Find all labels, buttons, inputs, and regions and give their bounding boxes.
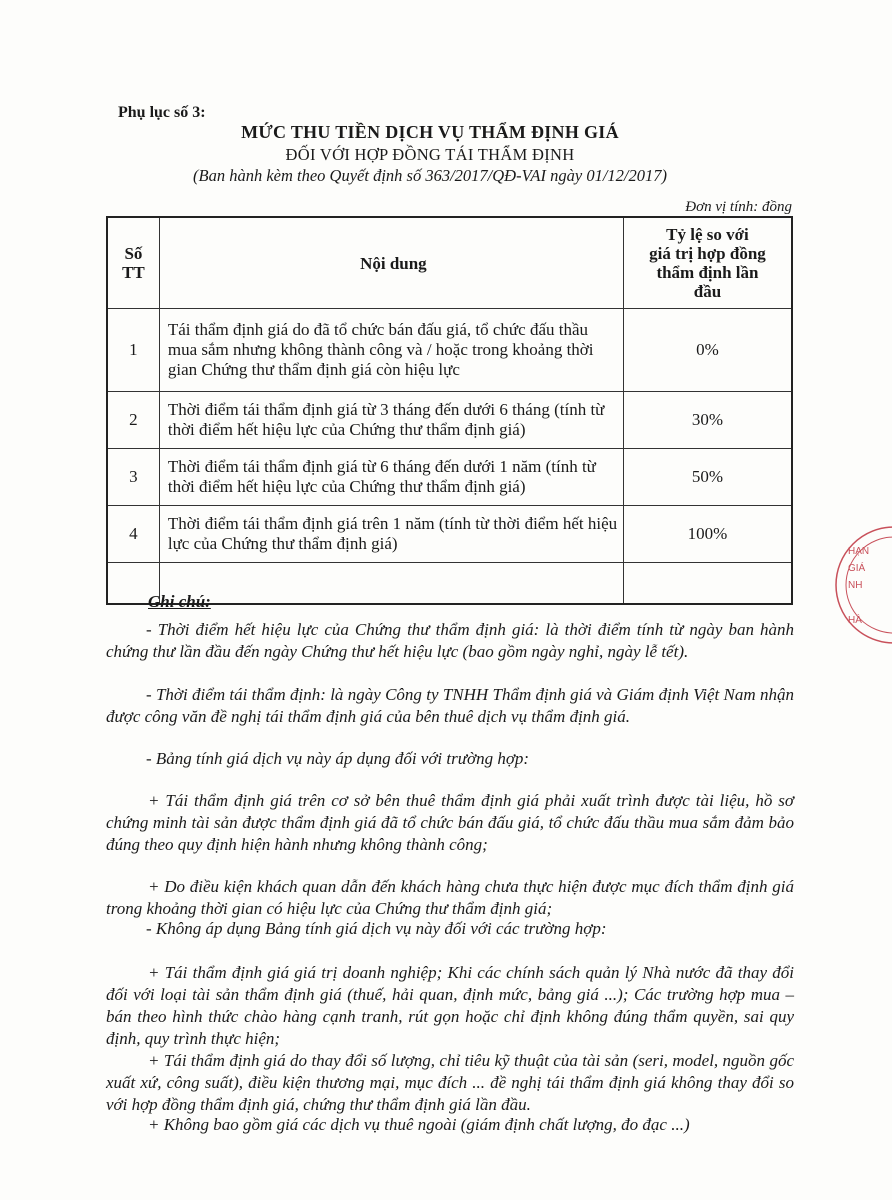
header-rate-line4: đầu (693, 282, 722, 301)
stamp-text: HÀ (848, 615, 862, 626)
stamp-text: HẠN (848, 546, 870, 557)
header-rate (623, 217, 792, 309)
table-row (107, 506, 792, 563)
note-item: + Tái thẩm định giá giá trị doanh nghiệp; Khi các chính sách quản lý Nhà nước đã thay đổi đối với loại tài sản thẩm định giá (thuế, hải quan, định mức, bảng giá ...); Các trường hợp mua – bán theo hình thức chào hàng cạnh tranh, rút gọn hoặc chỉ định không đúng thẩm quyền, sai quy định, quy trình thực hiện; (106, 963, 794, 1048)
row-rate: 30% (623, 392, 792, 449)
note-item: + Tái thẩm định giá trên cơ sở bên thuê thẩm định giá phải xuất trình được tài liệu, hồ sơ chứng minh tài sản được thẩm định giá đã tổ chức bán đấu giá, tổ chức đấu thầu mua sắm đảm bảo đúng theo quy định hiện hành nhưng không thành công; (106, 791, 794, 854)
header-content: Nội dung (159, 217, 623, 309)
table-row (107, 392, 792, 449)
note-item: + Không bao gồm giá các dịch vụ thuê ngoài (giám định chất lượng, đo đạc ...) (148, 1115, 690, 1134)
row-content: Tái thẩm định giá do đã tổ chức bán đấu giá, tổ chức đấu thầu mua sắm nhưng không thành công và / hoặc trong khoảng thời gian Chứng thư thẩm định giá còn hiệu lực (159, 309, 623, 392)
header-rate-line2: giá trị hợp đồng (649, 244, 766, 263)
row-rate: 50% (623, 449, 792, 506)
note-item: + Do điều kiện khách quan dẫn đến khách hàng chưa thực hiện được mục đích thẩm định giá trong khoảng thời gian có hiệu lực của Chứng thư thẩm định giá; (106, 877, 794, 918)
row-stt: 1 (107, 309, 159, 392)
row-content: Thời điểm tái thẩm định giá từ 3 tháng đến dưới 6 tháng (tính từ thời điểm hết hiệu lực của Chứng thư thẩm định giá) (159, 392, 623, 449)
unit-note: Đơn vị tính: đồng (685, 199, 792, 215)
row-stt: 4 (107, 506, 159, 563)
row-content: Thời điểm tái thẩm định giá trên 1 năm (tính từ thời điểm hết hiệu lực của Chứng thư thẩm định giá) (159, 506, 623, 563)
table-row (107, 449, 792, 506)
note-item: - Bảng tính giá dịch vụ này áp dụng đối với trường hợp: (146, 749, 530, 768)
stamp-text: NH (848, 580, 863, 591)
header-stt-line1: Số (124, 244, 143, 263)
row-content: Thời điểm tái thẩm định giá từ 6 tháng đến dưới 1 năm (tính từ thời điểm hết hiệu lực của Chứng thư thẩm định giá) (159, 449, 623, 506)
empty-cell (159, 563, 623, 605)
header-stt (107, 217, 159, 309)
row-rate: 0% (623, 309, 792, 392)
issued-by-note: (Ban hành kèm theo Quyết định số 363/2017/QĐ-VAI ngày 01/12/2017) (193, 166, 667, 185)
table-row (107, 309, 792, 392)
header-rate-line3: thẩm định lần (656, 263, 759, 282)
note-item: - Không áp dụng Bảng tính giá dịch vụ này đối với các trường hợp: (146, 919, 607, 938)
row-rate: 100% (623, 506, 792, 563)
row-stt: 2 (107, 392, 159, 449)
document-title: MỨC THU TIỀN DỊCH VỤ THẨM ĐỊNH GIÁ (241, 122, 619, 142)
fee-table (106, 216, 793, 605)
stamp-text: GIÁ (848, 563, 866, 574)
company-stamp (832, 500, 892, 670)
header-stt-line2: TT (122, 263, 145, 282)
row-stt: 3 (107, 449, 159, 506)
appendix-label: Phụ lục số 3: (118, 104, 206, 121)
empty-cell (623, 563, 792, 605)
note-item: - Thời điểm tái thẩm định: là ngày Công ty TNHH Thẩm định giá và Giám định Việt Nam nhận được công văn đề nghị tái thẩm định giá của bên thuê dịch vụ thẩm định giá. (106, 685, 794, 726)
notes-heading: Ghi chú: (148, 592, 211, 611)
note-item: - Thời điểm hết hiệu lực của Chứng thư thẩm định giá: là thời điểm tính từ ngày ban hành chứng thư lần đầu đến ngày Chứng thư hết hiệu lực (bao gồm ngày nghỉ, ngày lễ tết). (106, 620, 794, 661)
document-subtitle: ĐỐI VỚI HỢP ĐỒNG TÁI THẨM ĐỊNH (285, 145, 575, 164)
table-header-row (107, 217, 792, 309)
header-rate-line1: Tỷ lệ so với (666, 225, 749, 244)
note-item: + Tái thẩm định giá do thay đổi số lượng, chỉ tiêu kỹ thuật của tài sản (seri, model, nguồn gốc xuất xứ, công suất), điều kiện thương mại, mục đích ... đề nghị tái thẩm định giá không thay đổi so với hợp đồng thẩm định giá, chứng thư thẩm định giá lần đầu. (106, 1051, 794, 1114)
